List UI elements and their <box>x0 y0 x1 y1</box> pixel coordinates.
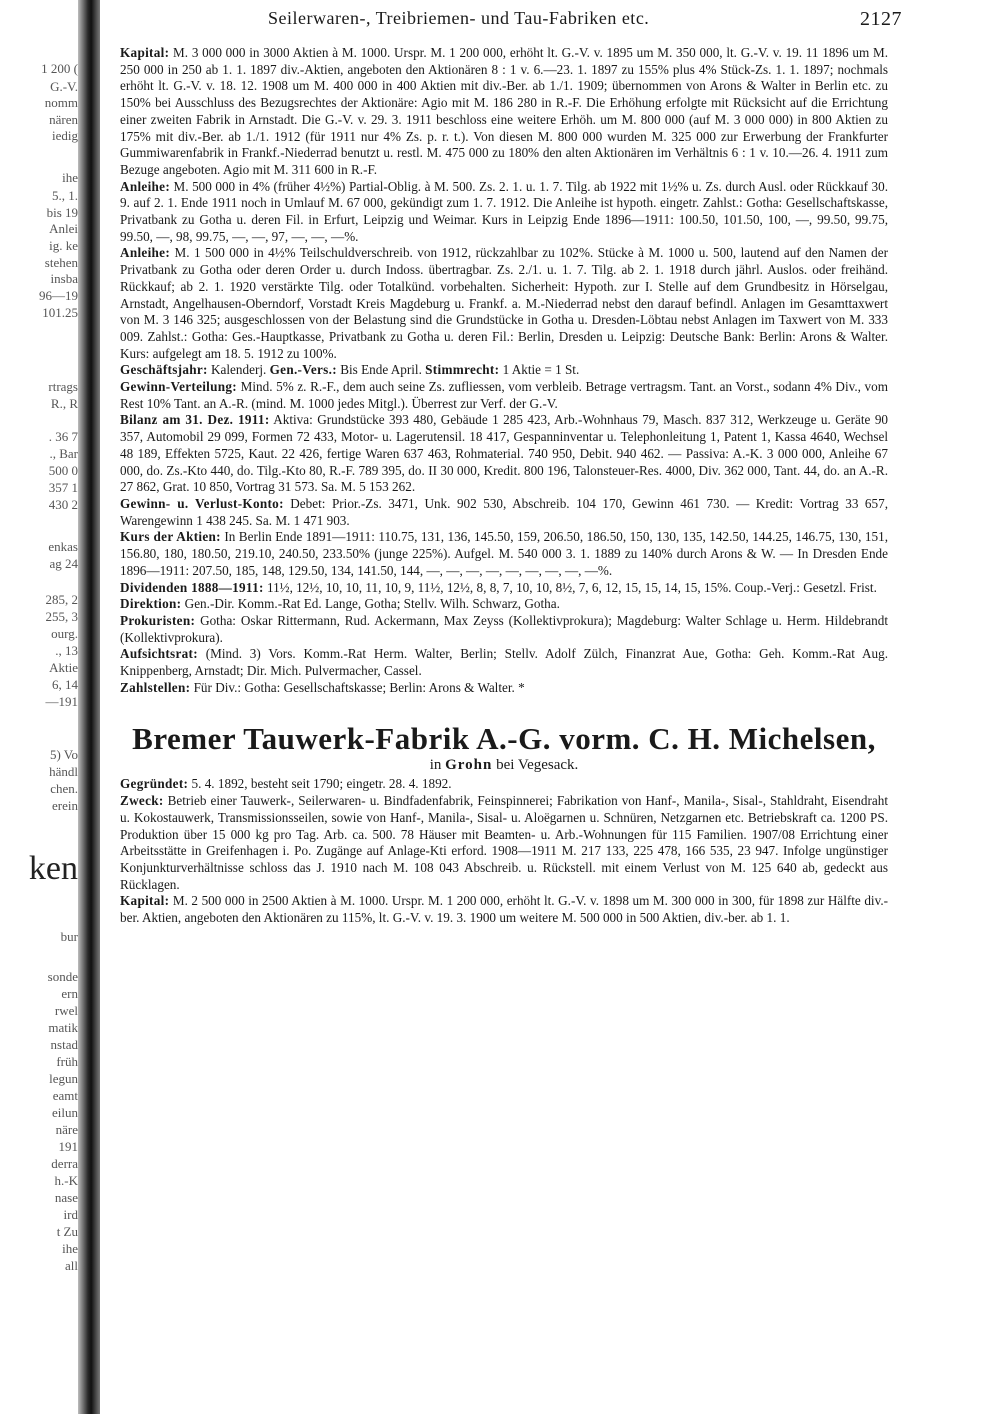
previous-page-fragment: legun <box>49 1071 78 1086</box>
company-location <box>120 756 888 774</box>
section-label: Kapital: <box>120 45 170 60</box>
previous-page-fragment: insba <box>50 271 78 286</box>
previous-page-fragment: stehen <box>44 255 78 270</box>
previous-page-fragment: ., Bar <box>49 446 78 461</box>
previous-page-fragment: nomm <box>44 95 78 110</box>
section-label: Bilanz am 31. Dez. 1911: <box>120 412 270 428</box>
section-label: Zweck: <box>120 793 164 809</box>
previous-page-fragment: ird <box>63 1207 78 1222</box>
section-label: Gen.-Vers.: <box>269 362 337 378</box>
previous-page-fragment: 1 200 ( <box>41 61 78 76</box>
previous-page-fragment: G.-V. <box>50 79 78 94</box>
section-text: M. 2 500 000 in 2500 Aktien à M. 1000. Urspr. M. 1 200 000, erhöht lt. G.-V. v. 1898 um M. 300 000 in 300, für 1898 zur Hälfte div.-ber. Aktien, angeboten den Aktionären zu 115%, lt. G.-V. v. 19. 3. 1900 um weitere M. 500 000 in 500 Aktien, div.-ber. ab 1. 1. <box>120 893 889 926</box>
location-place: Grohn <box>445 757 493 774</box>
section-kapital <box>120 45 888 179</box>
company-heading: Bremer Tauwerk-Fabrik A.-G. vorm. C. H. Michelsen, <box>132 721 876 757</box>
previous-page-fragment: derra <box>51 1156 78 1171</box>
book-binding-shadow <box>78 0 100 1414</box>
section-text: Für Div.: Gotha: Gesellschaftskasse; Berlin: Arons & Walter. * <box>193 679 525 695</box>
section-label: Anleihe: <box>120 178 171 194</box>
section-kurs-aktien <box>120 529 888 579</box>
previous-page-fragment: nstad <box>50 1037 78 1052</box>
previous-page-fragment: ken <box>28 850 78 887</box>
previous-page-fragment: erein <box>52 798 78 813</box>
section-anleihe-1 <box>120 179 888 246</box>
previous-page-fragment: ., 13 <box>55 643 78 658</box>
section-direktion <box>120 596 888 613</box>
previous-page-fragment: nase <box>54 1190 78 1205</box>
section-text: Debet: Prior.-Zs. 3471, Unk. 902 530, Abschreib. 104 170, Gewinn 461 730. — Kredit: Vortrag 33 657, Warengewinn 1 438 245. Sa. M. 1 471 903. <box>120 495 888 528</box>
header-title: Seilerwaren-, Treibriemen- und Tau-Fabriken etc. <box>268 8 650 28</box>
previous-page-fragment: 6, 14 <box>52 677 78 692</box>
section-text: 5. 4. 1892, besteht seit 1790; eingetr. 28. 4. 1892. <box>191 776 452 792</box>
section-geschaeftsjahr <box>120 362 888 379</box>
previous-page-fragment: 5) Vo <box>49 747 78 762</box>
section-label: Gewinn-Verteilung: <box>120 379 238 395</box>
location-prefix: in <box>429 757 442 774</box>
main-text-column <box>120 45 888 927</box>
section-text: Mind. 5% z. R.-F., dem auch seine Zs. zufliessen, vom verbleib. Betrage vertragsm. Tant. an Vorst., sodann 4% Div., vom Rest 10% Tant. an A.-R. (mind. M. 1000 jedes Mitgl.). Überrest zur Verf. der G.-V. <box>120 379 889 411</box>
section-text: M. 500 000 in 4% (früher 4½%) Partial-Oblig. à M. 500. Zs. 2. 1. u. 1. 7. Tilg. ab 1922 mit 1½% u. Zs. durch Ausl. oder Rückkauf 30. 9. auf 2. 1. Ende 1911 noch in Umlauf M. 67 000, gekündigt zum 1. 7. 1912. Die Anleihe ist hypoth. eingetr. Zahlst.: Gotha: Gesellschaftskasse, Privatbank zu Gotha u. deren Fil. in Erfurt, Leipzig und Weimar. Kurs in Leipzig Ende 1896—1911: 100.50, 101.50, 100, —, 99.50, 99.75, 99.50, —, 98, 99.75, —, —, 97, —, —, —%. <box>120 178 889 244</box>
section-text: M. 1 500 000 in 4½% Teilschuldverschreib. von 1912, rückzahlbar zu 102%. Stücke à M. 1000 u. 500, lautend auf den Namen der Privatbank zu Gotha oder deren Order u. durch Indoss. übertragbar. Zs. 2./1. u. 1. 7. Tilg. ab 2. 1. 1918 durch jährl. Auslos. oder freihänd. Rückkauf; ab 2. 1. 1920 verstärkte Tilg. oder Totalkünd. vorbehalten. Sicherheit: Hypoth. zur I. Stelle auf dem Grundbesitz in Hörselgau, Arnstadt, Angelhausen-Oberndorf, Vorstadt Kreis Magdeburg u. Frankf. a. M.-Niederrad nebst den darauf befindl. Anlagen im Gesamttaxwert von M. 3 146 325; ausgeschlossen von der Belastung sind die Grundstücke in Gotha u. Dresden-Löbtau nebst Anlagen im Taxwert von M. 333 009. Zahlst.: Gotha: Ges.-Hauptkasse, Privatbank zu Gotha u. deren Fil.: Berlin, Dresden u. Leipzig: Deutsche Bank: Berlin: Arons & Walter. Kurs: aufgelegt am 18. 5. 1912 zu 100%. <box>120 245 888 361</box>
running-header <box>268 8 902 32</box>
section-label: Prokuristen: <box>120 612 196 628</box>
section-anleihe-2 <box>120 245 888 362</box>
previous-page-fragment: matik <box>48 1020 78 1035</box>
location-suffix: bei Vegesack. <box>496 757 579 774</box>
section-text: Gotha: Oskar Rittermann, Rud. Ackermann, Max Zeyss (Kollektivprokura); Magdeburg: Walter Schlage u. Herm. Hildebrandt (Kollektivprokura). <box>120 612 889 645</box>
previous-page-fragment: ourg. <box>51 626 78 641</box>
section-gewinn-verlust <box>120 496 888 529</box>
section-text: M. 3 000 000 in 3000 Aktien à M. 1000. Urspr. M. 1 200 000, erhöht lt. G.-V. v. 1895 um M. 350 000, lt. G.-V. v. 19. 11 1896 um M. 250 000 in 250 ab 1. 1. 1897 div.-Aktien, angeboten den Aktionären 8 : 1 v. 6.—23. 1. 1897 zu 155% plus 4% Stück-Zs. 1. 1. 1897; nochmals erhöht lt. G.-V. v. 18. 12. 1908 um M. 400 000 in 400 Aktien mit div.-Ber. ab 1./1. 1909; übernommen von Arons & Walter in Berlin etc. zu 150% bei Ausschluss des Bezugsrechtes der Aktionäre: Agio mit M. 186 280 in R.-F. Die Erhöhung erfolgte mit Rücksicht auf die Errichtung einer zweiten Fabrik in Arnstadt. Die G.-V. v. 29. 3. 1911 beschloss eine weitere Erhöh. um M. 800 000 (auf M. 3 000 000) in 800 Aktien zu 175% mit div.-Ber. ab 1./1. 1912 (für 1911 nur 4% Zs. p. r. t.). Von diesen M. 800 000 wurden M. 325 000 zur Erwerbung der Frankfurter Gummiwarenfabrik in Frankf.-Niederrad benutzt u. restl. M. 475 000 zu 180% den alten Aktionären im Verhältnis 6 : 1 v. 10.—26. 4. 1911 zum Bezuge angeboten. Agio mit M. 311 600 in R.-F. <box>120 45 888 177</box>
section-label: Kurs der Aktien: <box>120 529 221 545</box>
previous-page-fragment: ig. ke <box>49 238 78 253</box>
previous-page-fragment: t Zu <box>56 1224 78 1239</box>
previous-page-fragment: iedig <box>52 128 78 143</box>
previous-page-fragment: bis 19 <box>46 205 78 220</box>
previous-page-fragment: eilun <box>52 1105 78 1120</box>
previous-page-fragment: rwel <box>54 1003 78 1018</box>
previous-page-fragment: chen. <box>50 781 78 796</box>
previous-page-fragment: all <box>65 1258 78 1273</box>
previous-page-fragment: eamt <box>52 1088 78 1103</box>
section-label: Gegründet: <box>120 776 189 792</box>
previous-page-fragment: händl <box>49 764 78 779</box>
previous-page-fragment: ag 24 <box>49 556 78 571</box>
previous-page-margin <box>0 0 100 1414</box>
previous-page-fragment: ihe <box>62 170 78 185</box>
section-zahlstellen <box>120 680 888 697</box>
section-text: Gen.-Dir. Komm.-Rat Ed. Lange, Gotha; Stellv. Wilh. Schwarz, Gotha. <box>184 596 560 612</box>
previous-page-fragment: —191 <box>45 694 78 709</box>
section-label: Aufsichtsrat: <box>120 646 198 662</box>
previous-page-fragment: näre <box>55 1122 78 1137</box>
previous-page-fragment: 285, 2 <box>45 592 78 607</box>
section-prokuristen <box>120 613 888 646</box>
previous-page-fragment: 101.25 <box>42 305 78 320</box>
previous-page-fragment: . 36 7 <box>48 429 78 444</box>
section-text: 1 Aktie = 1 St. <box>502 362 580 378</box>
section-bilanz <box>120 412 888 496</box>
section-gewinn-verteilung <box>120 379 888 412</box>
previous-page-fragment: h.-K <box>54 1173 78 1188</box>
previous-page-fragment: 430 2 <box>48 497 78 512</box>
previous-page-fragment: ihe <box>62 1241 78 1256</box>
section-aufsichtsrat <box>120 646 888 679</box>
previous-page-fragment: bur <box>60 929 78 944</box>
section-text: 11½, 12½, 10, 10, 11, 10, 9, 11½, 12½, 8, 8, 7, 10, 10, 8½, 7, 6, 12, 15, 15, 14, 15, 15%. Coup.-Verj.: Gesetzl. Frist. <box>266 579 877 595</box>
section-label: Stimmrecht: <box>425 362 500 378</box>
previous-page-fragment: sonde <box>47 969 78 984</box>
section-kapital-bremer <box>120 893 888 926</box>
section-text: In Berlin Ende 1891—1911: 110.75, 131, 136, 145.50, 159, 206.50, 186.50, 150, 130, 135, 142.50, 144.25, 146.75, 130, 151, 156.80, 180, 180.50, 219.10, 240.50, 233.50% (junge 225%). Aufgel. M. 540 000 3. 1. 1889 zu 140% durch Arons & W. — In Dresden Ende 1896—1911: 207.50, 185, 148, 129.50, 134, 141.50, 144, —, —, —, —, —, —, —, —, —%. <box>120 529 888 578</box>
section-text: (Mind. 3) Vors. Komm.-Rat Herm. Walter, Berlin; Stellv. Adolf Zülch, Finanzrat Aue, Gotha: Geh. Komm.-Rat Aug. Knippenberg, Arnstadt; Dir. Mich. Pulvermacher, Cassel. <box>120 646 888 679</box>
previous-page-fragment: 255, 3 <box>45 609 78 624</box>
section-text: Aktiva: Grundstücke 393 480, Gebäude 1 285 423, Arb.-Wohnhaus 79, Masch. 837 312, Werkzeuge u. Geräte 90 357, Automobil 29 099, Formen 72 433, Motor- u. Lagerutensil. 18 417, Gespanninventar u. Telephonleitung 1, Patent 1, Kassa 4640, Wechsel 48 189, Effekten 5725, Kaut. 22 426, fertige Waren 637 463, Rohmaterial. 740 950, Debit. 940 462. — Passiva: A.-K. 3 000 000, Anleihe 67 000, do. Zs.-Kto 440, do. Tilg.-Kto 80, R.-F. 789 395, do. II 30 000, Kredit. 800 196, Talonsteuer-Res. 4000, Div. 362 000, Tant. 44, do. an A.-R. 27 862, Grat. 10 850, Vortrag 31 573. Sa. M. 5 153 262. <box>120 412 889 495</box>
previous-page-fragment: 5., 1. <box>52 188 78 203</box>
section-label: Direktion: <box>120 596 182 612</box>
section-label: Anleihe: <box>120 245 171 261</box>
previous-page-fragment: ern <box>61 986 78 1001</box>
section-label: Kapital: <box>120 893 170 909</box>
previous-page-fragment: 96—19 <box>39 288 78 303</box>
section-label: Zahlstellen: <box>120 679 191 695</box>
previous-page-fragment: früh <box>56 1054 78 1069</box>
previous-page-fragment: enkas <box>48 539 78 554</box>
previous-page-fragment: 191 <box>58 1139 78 1154</box>
previous-page-fragments <box>0 0 78 1414</box>
previous-page-fragment: Aktie <box>49 660 78 675</box>
previous-page-fragment: rtrags <box>48 379 78 394</box>
previous-page-fragment: 500 0 <box>48 463 78 478</box>
section-zweck <box>120 793 888 893</box>
section-gegruendet <box>120 776 888 793</box>
section-text: Kalenderj. <box>211 362 267 378</box>
previous-page-fragment: R., R <box>50 396 78 411</box>
section-label: Dividenden 1888—1911: <box>120 579 264 595</box>
section-text: Betrieb einer Tauwerk-, Seilerwaren- u. Bindfadenfabrik, Feinspinnerei; Fabrikation von Hanf-, Manila-, Sisal-, Stahldraht, Eisendraht u. Kokostauwerk, Transmissionsseilen, sowie von Hanf-, Manila-, Sisal- u. Aloëgarnen u. Schnüren, Netzgarnen etc. Betriebskraft ca. 1200 PS. Produktion über 15 000 kg pro Tag. Arb. ca. 500. 78 Häuser mit Beamten- u. Arb.-Wohnungen für 115 Familien. 1907/08 Errichtung einer Arbeitsstätte in Greifenhagen i. Po. Zugänge auf Anlage-Kti erford. 1908—1911 M. 217 133, 225 478, 166 535, 23 947. Infolge ungünstiger Konjunkturverhältnisse schloss das J. 1910 nach M. 108 043 Abschreib. u. Rückstell. mit einem Verlust von M. 125 640 ab, gedeckt aus Rücklagen. <box>120 793 888 892</box>
previous-page-fragment: 357 1 <box>48 480 78 495</box>
section-text: Bis Ende April. <box>340 362 422 378</box>
page-number: 2127 <box>860 8 902 30</box>
section-label: Gewinn- u. Verlust-Konto: <box>120 495 284 511</box>
previous-page-fragment: nären <box>49 112 78 127</box>
section-dividenden <box>120 580 888 597</box>
section-label: Geschäftsjahr: <box>120 362 208 378</box>
previous-page-fragment: Anlei <box>49 221 78 236</box>
